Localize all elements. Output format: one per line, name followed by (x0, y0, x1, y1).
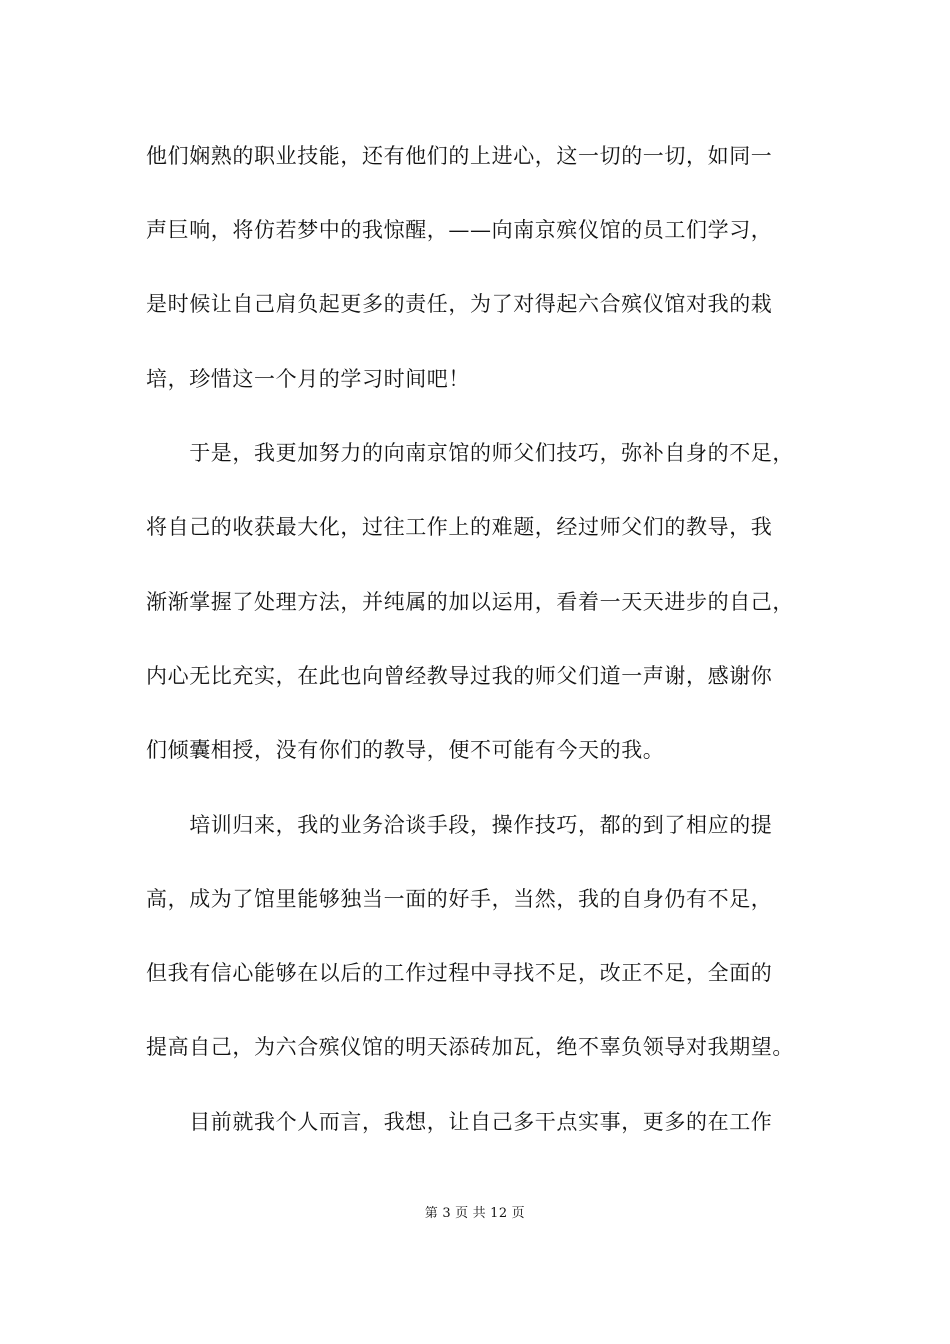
text-line-11: 高，成为了馆里能够独当一面的好手，当然，我的自身仍有不足， (146, 887, 773, 911)
footer-total-prefix: 共 (472, 1206, 487, 1221)
footer-current-page: 3 (442, 1206, 452, 1221)
text-line-13: 提高自己，为六合殡仪馆的明天添砖加瓦，绝不辜负领导对我期望。 (146, 1035, 794, 1059)
text-line-14: 目前就我个人而言，我想，让自己多干点实事，更多的在工作 (146, 1110, 773, 1134)
footer-total-pages: 12 (490, 1206, 508, 1221)
text-line-1: 他们娴熟的职业技能，还有他们的上进心，这一切的一切，如同一 (146, 144, 773, 168)
text-line-6: 将自己的收获最大化，过往工作上的难题，经过师父们的教导，我 (146, 515, 773, 539)
text-line-12: 但我有信心能够在以后的工作过程中寻找不足，改正不足，全面的 (146, 961, 773, 985)
text-line-4: 培，珍惜这一个月的学习时间吧！ (146, 367, 470, 391)
text-line-3: 是时候让自己肩负起更多的责任，为了对得起六合殡仪馆对我的栽 (146, 292, 773, 316)
text-line-2: 声巨响，将仿若梦中的我惊醒，——向南京殡仪馆的员工们学习， (146, 218, 773, 242)
footer-page-unit-end: 页 (511, 1206, 526, 1221)
footer-prefix: 第 (424, 1206, 439, 1221)
text-line-7: 渐渐掌握了处理方法，并纯属的加以运用，看着一天天进步的自己， (146, 590, 794, 614)
text-line-8: 内心无比充实，在此也向曾经教导过我的师父们道一声谢，感谢你 (146, 664, 773, 688)
text-line-9: 们倾囊相授，没有你们的教导，便不可能有今天的我。 (146, 738, 665, 762)
text-line-10: 培训归来，我的业务洽谈手段，操作技巧，都的到了相应的提 (146, 813, 773, 837)
footer-page-unit: 页 (455, 1206, 469, 1221)
page-footer (0, 1205, 950, 1223)
text-line-5: 于是，我更加努力的向南京馆的师父们技巧，弥补自身的不足， (146, 441, 794, 465)
